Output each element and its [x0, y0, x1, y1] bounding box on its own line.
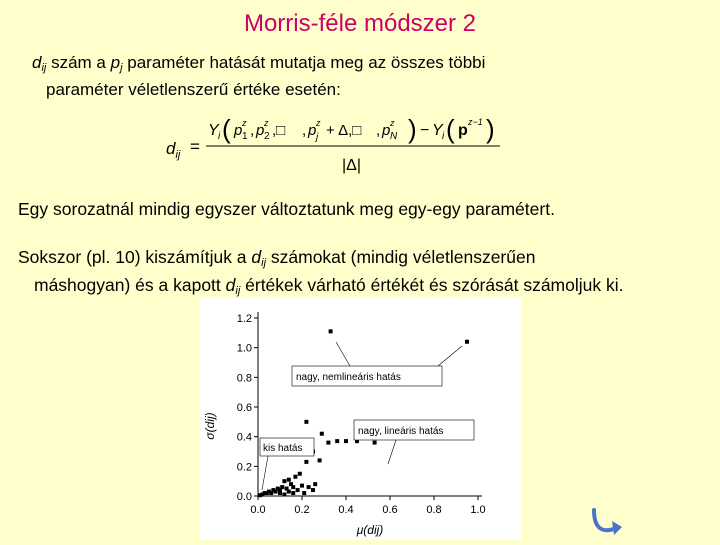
scatter-point: [300, 484, 304, 488]
scatter-point: [320, 432, 324, 436]
scatter-point: [329, 329, 333, 333]
scatter-point: [344, 439, 348, 443]
x-tick-label: 1.0: [470, 504, 486, 516]
chart-svg: [200, 298, 522, 540]
series-text: Egy sorozatnál mindig egyszer változtatunk meg egy-egy paramétert.: [18, 199, 555, 219]
formula-pN-sub: N: [390, 131, 398, 142]
formula-ellipsis: ,□: [272, 122, 286, 139]
y-tick-label: 0.4: [236, 431, 252, 444]
formula-p1-sup: z: [242, 118, 247, 128]
y-axis-label: σ(dij): [203, 412, 217, 440]
scatter-point: [302, 491, 306, 495]
annotation-small-text: kis hatás: [263, 443, 303, 454]
formula-bold-p: p: [458, 122, 468, 139]
scatter-point: [304, 420, 308, 424]
formula-pj-sub: j: [316, 132, 319, 143]
d-symbol: d: [32, 53, 42, 72]
x-tick-label: 0.4: [338, 504, 354, 516]
scatter-point: [465, 340, 469, 344]
x-axis-label: μ(dij): [356, 523, 384, 537]
annotation-nonlinear-arrow-left: [336, 342, 350, 366]
formula-pN-sup: z: [390, 118, 395, 128]
formula-comma1: ,: [250, 122, 255, 139]
formula-pj: p: [308, 122, 317, 139]
scatter-point: [335, 439, 339, 443]
scatter-point: [318, 458, 322, 462]
scatter-points: [258, 329, 469, 497]
formula-p2-sup: z: [264, 118, 269, 128]
intro-text-line2: paraméter véletlenszerű értéke esetén:: [46, 80, 341, 99]
annotation-nonlinear-arrow-right: [438, 346, 462, 366]
scatter-point: [326, 441, 330, 445]
intro-text-part2: paraméter hatását mutatja meg az összes többi: [122, 53, 486, 72]
scatter-point: [267, 490, 271, 494]
scatter-point: [278, 491, 282, 495]
morris-scatter-chart: [200, 298, 522, 540]
formula-paren-close: ): [408, 114, 417, 144]
scatter-point: [276, 487, 280, 491]
y-axis-ticks: [237, 313, 258, 503]
formula-bold-p-sup: z−1: [468, 117, 483, 127]
d-symbol-2: d: [251, 247, 262, 267]
annotation-nonlinear-text: nagy, nemlineáris hatás: [296, 372, 401, 383]
annotation-small: [260, 438, 314, 490]
formula-Y2: Y: [432, 122, 443, 139]
formula-denominator: |Δ|: [342, 157, 361, 174]
x-tick-label: 0.0: [250, 504, 266, 516]
formula-i2: i: [442, 131, 445, 142]
scatter-point: [307, 485, 311, 489]
formula-p1-sub: 1: [242, 131, 248, 142]
scatter-point: [296, 488, 300, 492]
scatter-point: [298, 472, 302, 476]
x-tick-label: 0.6: [382, 504, 398, 516]
p-subscript: j: [120, 62, 123, 74]
formula-i: i: [218, 131, 221, 142]
y-tick-label: 1.0: [236, 342, 252, 355]
scatter-point: [311, 488, 315, 492]
x-tick-label: 0.2: [294, 504, 310, 516]
y-tick-label: 0.8: [236, 372, 252, 385]
scatter-point: [304, 460, 308, 464]
annotation-nonlinear: [292, 342, 462, 386]
curved-arrow-icon[interactable]: [590, 508, 624, 538]
repeat-text-part3: máshogyan) és a kapott: [34, 275, 226, 295]
annotation-small-arrow: [262, 456, 268, 490]
scatter-point: [373, 441, 377, 445]
formula-plus-delta: + Δ,□: [326, 122, 362, 139]
formula-Y: Y: [208, 122, 219, 139]
repeat-text-part4: értékek várható értékét és szórását számoljuk ki.: [240, 275, 624, 295]
annotation-linear: [354, 420, 474, 464]
formula-comma3: ,: [302, 122, 307, 139]
formula-paren-open2: (: [446, 114, 455, 144]
formula-numerator: [208, 114, 495, 144]
scatter-point: [287, 478, 291, 482]
formula-p2-sub: 2: [264, 131, 270, 142]
formula-pN: p: [382, 122, 391, 139]
scatter-point: [293, 475, 297, 479]
slide-title: Morris-féle módszer 2: [243, 10, 477, 37]
p-symbol: p: [110, 53, 121, 72]
dij-formula: [160, 112, 520, 182]
y-tick-label: 0.6: [236, 402, 252, 414]
formula-minus: −: [420, 122, 430, 139]
d-subscript-3: ij: [235, 285, 241, 297]
y-tick-label: 0.0: [236, 491, 252, 503]
annotation-linear-text: nagy, lineáris hatás: [358, 426, 444, 437]
repeat-text-part1: Sokszor (pl. 10) kiszámítjuk a: [18, 247, 252, 267]
scatter-point: [289, 482, 293, 486]
x-tick-label: 0.8: [426, 504, 442, 516]
formula-comma4: ,: [376, 122, 381, 139]
scatter-point: [282, 479, 286, 483]
intro-text: [32, 52, 692, 101]
d-subscript-2: ij: [261, 257, 267, 269]
x-axis-ticks: [250, 496, 485, 516]
formula-pj-sup: z: [316, 118, 321, 128]
formula-equals: =: [190, 137, 200, 156]
repeat-text: [18, 246, 718, 302]
scatter-point: [263, 491, 267, 495]
scatter-point: [258, 493, 262, 497]
formula-lhs-sub: ij: [175, 149, 181, 161]
d-subscript: ij: [41, 62, 47, 74]
d-symbol-3: d: [225, 275, 236, 295]
scatter-point: [271, 488, 275, 492]
formula-paren-open: (: [222, 114, 231, 144]
y-tick-label: 0.2: [236, 461, 252, 474]
intro-text-part1: szám a: [46, 53, 111, 72]
formula-p1: p: [234, 122, 243, 139]
y-tick-label: 1.2: [236, 313, 252, 325]
repeat-text-part2: számokat (mindig véletlenszerűen: [266, 247, 536, 267]
formula-paren-close2: ): [486, 114, 495, 144]
svg-text:dij: [166, 139, 181, 161]
scatter-point: [313, 482, 317, 486]
annotation-linear-arrow: [388, 440, 396, 464]
formula-lhs: d: [166, 139, 176, 158]
scatter-point: [280, 485, 284, 489]
scatter-point: [291, 491, 295, 495]
scatter-point: [287, 490, 291, 494]
formula-p2: p: [256, 122, 265, 139]
